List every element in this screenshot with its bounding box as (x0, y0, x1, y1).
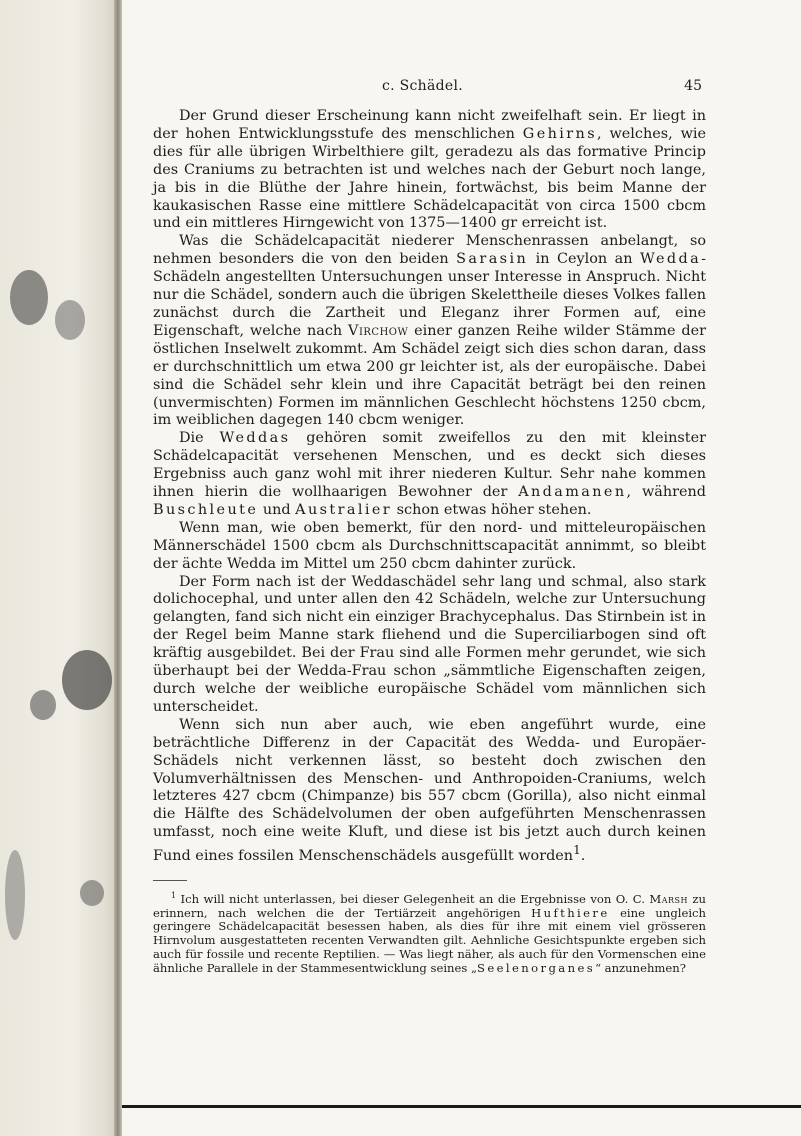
emphasized-text: Hufthiere (531, 905, 610, 920)
text-run: -Schädeln angestellten Untersuchungen unser Interesse in Anspruch. Nicht nur die Schädel, sondern auch die übrigen Skelettheile dieses Volkes fallen zunächst durch die Zartheit und Eleganz ihrer Formen auf, eine Eigenschaft, welche nach (153, 251, 706, 339)
emphasized-text: Wedda (639, 251, 702, 268)
text-run: Die (179, 430, 220, 447)
text-run: eine ungleich geringere Schädelcapacität besessen haben, als dies für ihre mit einem viel grösseren Hirnvolum ausgestatteten recenten Verwandten gilt. Aehnliche Gesichtspunkte ergeben sich auch für fossile und recente Reptilien. — Was liegt näher, als auch für den Vormenschen eine ähnliche Parallele in der Stammesentwicklung seines „ (153, 905, 706, 975)
text-run: Der Grund dieser Erscheinung kann nicht zweifelhaft sein. Er liegt in der hohen Entwicklungsstufe des menschlichen (153, 108, 706, 142)
footnote-rule (153, 880, 187, 881)
emphasized-text: Sarasin (456, 251, 529, 268)
emphasized-text: Marsh (649, 891, 688, 906)
text-run: Ich will nicht unterlassen, bei dieser Gelegenheit an die Ergebnisse von O. C. (176, 891, 650, 906)
body-text (153, 108, 706, 976)
footnote (153, 889, 706, 976)
page-bottom-edge (122, 1105, 801, 1108)
running-head (122, 78, 702, 98)
text-run: Der Form nach ist der Weddaschädel sehr lang und schmal, also stark dolichocephal, und unter allen den 42 Schädeln, welche zur Untersuchung gelangten, fand sich nicht ein einziger Brachycephalus. Das Stirnbein ist in der Regel beim Manne stark fliehend und die Superciliarbogen sind oft kräftig ausgebildet. Bei der Frau sind alle Formen mehr gerundet, wie sich überhaupt bei der Wedda-Frau schon „sämmtliche Eigenschaften zeigen, durch welche der weibliche europäische Schädel vom männlichen sich unterscheidet. (153, 573, 706, 715)
emphasized-text: Gehirns (522, 125, 598, 142)
paragraph (153, 233, 706, 430)
text-run: Wenn sich nun aber auch, wie eben angeführt wurde, eine beträchtliche Differenz in der Capacität des Wedda- und Europäer-Schädels nicht verkennen lässt, so besteht doch zwischen den Volumverhältnissen des Menschen- und Anthropoiden-Craniums, welch letzteres 427 cbcm (Chimpanze) bis 557 cbcm (Gorilla), also nicht einmal die Hälfte des Schädelvolumen der oben aufgeführten Menschenrassen umfasst, noch eine weite Kluft, und diese ist bis jetzt auch durch keinen Fund eines fossilen Menschenschädels ausgefüllt worden (153, 716, 706, 864)
text-run: , während (626, 484, 706, 501)
emphasized-text: Weddas (219, 430, 291, 447)
book-page (122, 0, 801, 1136)
paragraph (153, 108, 706, 233)
paragraph (153, 574, 706, 717)
emphasized-text: Virchow (348, 322, 409, 339)
text-run: in Ceylon an (528, 251, 640, 268)
page-number: 45 (684, 78, 702, 94)
footnote-text (153, 889, 706, 976)
text-run: einer ganzen Reihe wilder Stämme der östlichen Inselwelt zukommt. Am Schädel zeigt sich dies schon daran, dass er durchschnittlich um etwa 200 gr leichter ist, als der europäische. Dabei sind die Schädel sehr klein und ihre Capacität beträgt bei den reinen (unvermischten) Formen im männlichen Geschlecht höchstens 1250 cbcm, im weiblichen dagegen 140 cbcm weniger. (153, 322, 706, 429)
emphasized-text: Seelenorganes (477, 960, 596, 975)
text-run: “ anzunehmen? (595, 960, 686, 975)
paragraph (153, 520, 706, 574)
text-run: . (580, 847, 586, 864)
text-run: gehören somit zweifellos zu den mit kleinster Schädelcapacität versehenen Menschen, und es deckt sich dieses Ergebniss auch ganz wohl mit ihrer niederen Kultur. Sehr nahe kommen ihnen hierin die wollhaarigen Bewohner der (153, 430, 706, 501)
book-spine-shadow (114, 0, 122, 1136)
paragraph (153, 430, 706, 520)
emphasized-text: Buschleute (153, 501, 259, 518)
paragraphs (153, 108, 706, 866)
paragraph (153, 717, 706, 866)
footnote-ref: 1 (573, 843, 581, 858)
text-run: zu erinnern, nach welchen die der Tertiärzeit angehörigen (153, 891, 707, 920)
facing-page-bleed (0, 0, 120, 1136)
text-run: Was die Schädelcapacität niederer Menschenrassen anbelangt, so nehmen besonders die von den beiden (153, 233, 706, 268)
emphasized-text: Andamanen (518, 484, 627, 501)
emphasized-text: Australier (295, 501, 393, 518)
footnote-marker: 1 (171, 890, 177, 900)
section-title: c. Schädel. (382, 78, 464, 94)
text-run: , welches, wie dies für alle übrigen Wirbelthiere gilt, geradezu als das formative Princip des Craniums zu betrachten ist und welches nach der Geburt noch lange, ja bis in die Blüthe der Jahre hinein, fortwächst, bis beim Manne der kaukasischen Rasse eine mittlere Schädelcapacität von circa 1500 cbcm und ein mittleres Hirngewicht von 1375—1400 gr erreicht ist. (153, 125, 707, 232)
text-run: und (258, 501, 296, 518)
text-run: Wenn man, wie oben bemerkt, für den nord- und mitteleuropäischen Männerschädel 1500 cbcm als Durchschnittscapacität annimmt, so bleibt der ächte Wedda im Mittel um 250 cbcm dahinter zurück. (153, 519, 706, 572)
text-run: schon etwas höher stehen. (392, 501, 592, 518)
